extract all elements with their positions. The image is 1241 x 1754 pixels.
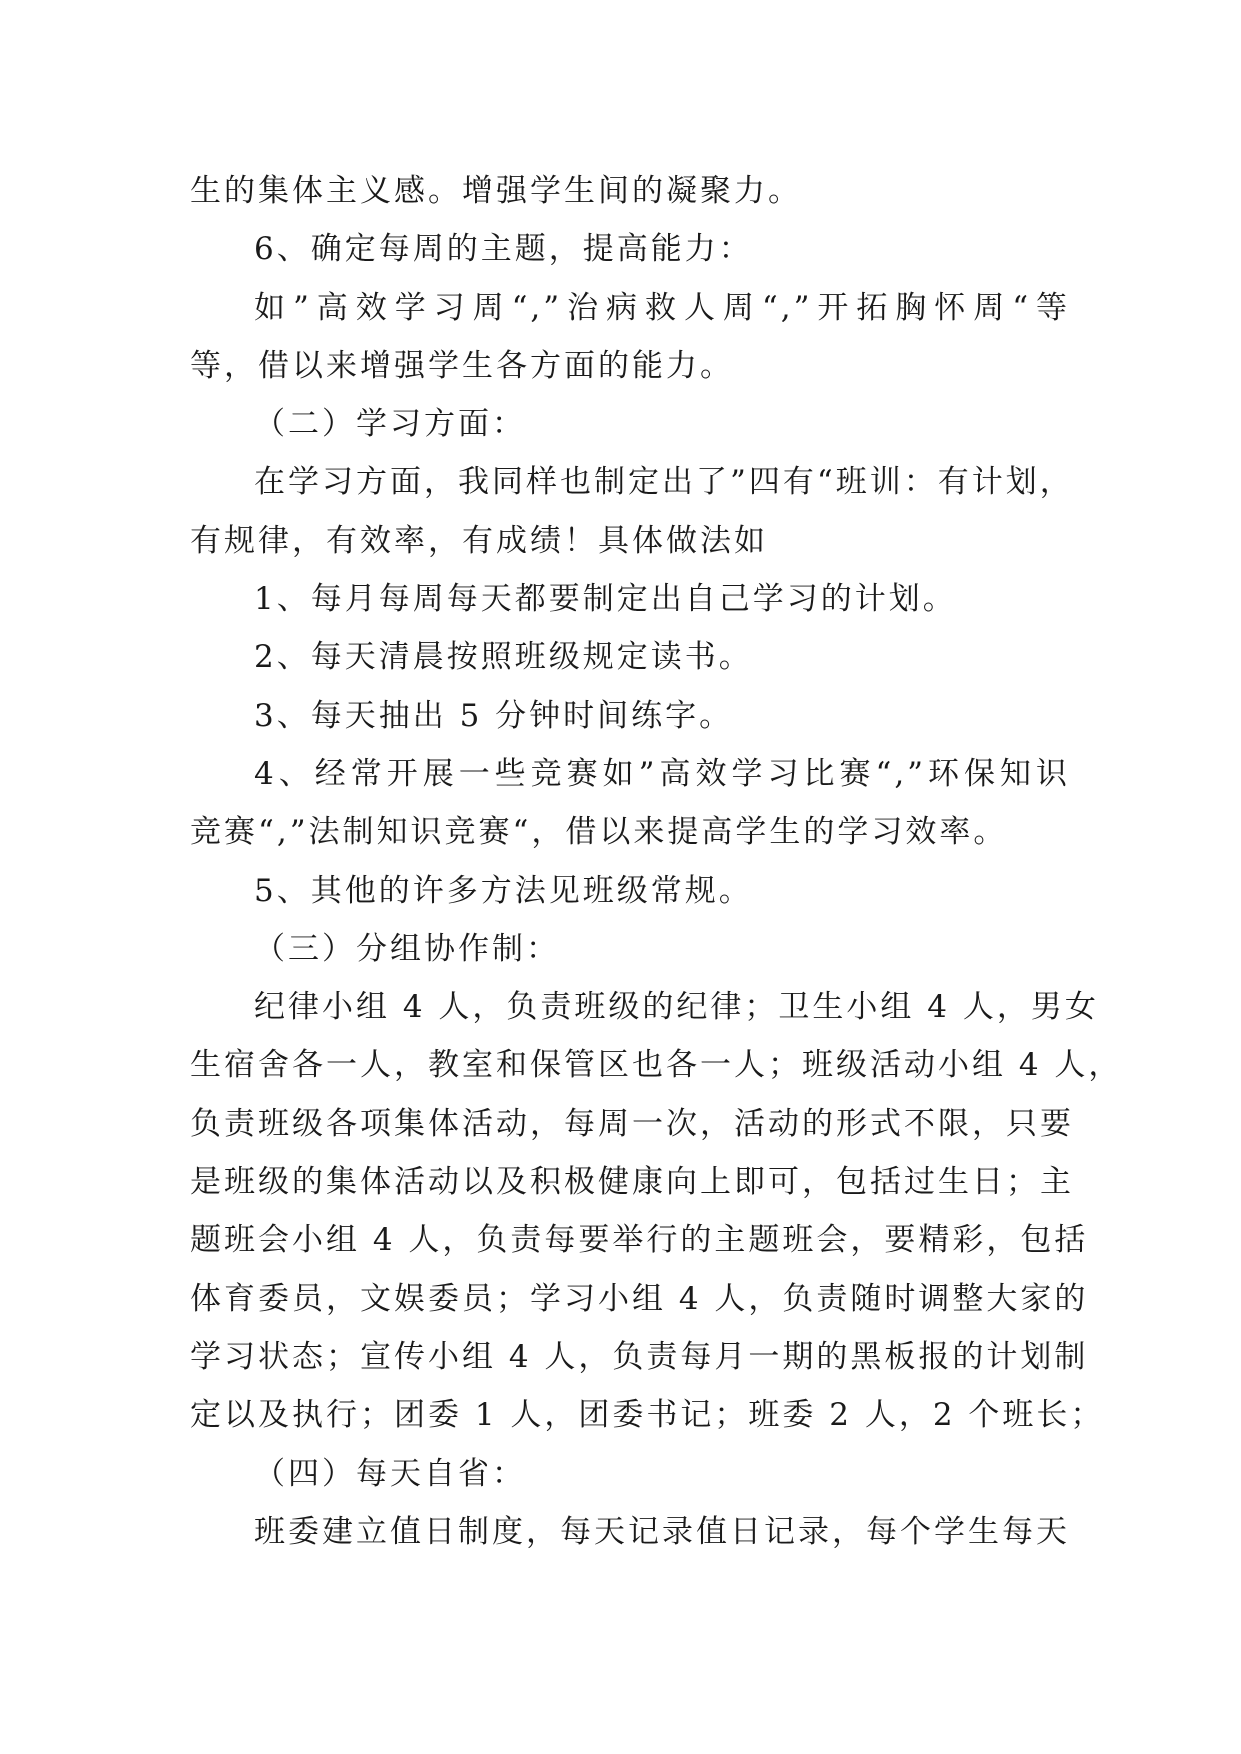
text-line: 学习状态；宣传小组 4 人，负责每月一期的黑板报的计划制 xyxy=(190,1338,1089,1375)
text-line: 如”高效学习周“,”治病救人周“,”开拓胸怀周“等 xyxy=(254,289,1070,326)
list-item: 5、其他的许多方法见班级常规。 xyxy=(254,872,753,909)
section-heading: （三）分组协作制： xyxy=(254,930,560,967)
text-line: 6、确定每周的主题，提高能力： xyxy=(254,231,753,268)
section-heading: （二）学习方面： xyxy=(254,406,526,443)
text-line: 在学习方面，我同样也制定出了”四有“班训：有计划， xyxy=(254,464,1074,501)
text-line: 生宿舍各一人，教室和保管区也各一人；班级活动小组 4 人， xyxy=(190,1047,1123,1084)
list-item: 2、每天清晨按照班级规定读书。 xyxy=(254,639,753,676)
section-heading: （四）每天自省： xyxy=(254,1455,526,1492)
text-line: 有规律，有效率，有成绩！具体做法如 xyxy=(190,522,768,559)
text-line: 等，借以来增强学生各方面的能力。 xyxy=(190,347,734,384)
text-line: 体育委员，文娱委员；学习小组 4 人，负责随时调整大家的 xyxy=(190,1280,1089,1317)
text-line: 题班会小组 4 人，负责每要举行的主题班会，要精彩，包括 xyxy=(190,1222,1089,1259)
list-item: 3、每天抽出 5 分钟时间练字。 xyxy=(254,697,734,734)
list-item: 4、经常开展一些竞赛如”高效学习比赛“,”环保知识 xyxy=(254,755,1070,792)
document-body xyxy=(190,162,1123,1561)
text-line: 定以及执行；团委 1 人，团委书记；班委 2 人，2 个班长； xyxy=(190,1397,1105,1434)
list-item: 1、每月每周每天都要制定出自己学习的计划。 xyxy=(254,581,957,618)
text-line: 是班级的集体活动以及积极健康向上即可，包括过生日；主 xyxy=(190,1164,1074,1201)
text-line: 生的集体主义感。增强学生间的凝聚力。 xyxy=(190,173,802,209)
text-line: 负责班级各项集体活动，每周一次，活动的形式不限，只要 xyxy=(190,1105,1074,1142)
text-line: 班委建立值日制度，每天记录值日记录，每个学生每天 xyxy=(254,1513,1070,1550)
text-line: 纪律小组 4 人，负责班级的纪律；卫生小组 4 人，男女 xyxy=(254,989,1099,1026)
text-line: 竞赛“,”法制知识竞赛“，借以来提高学生的学习效率。 xyxy=(190,814,1008,851)
